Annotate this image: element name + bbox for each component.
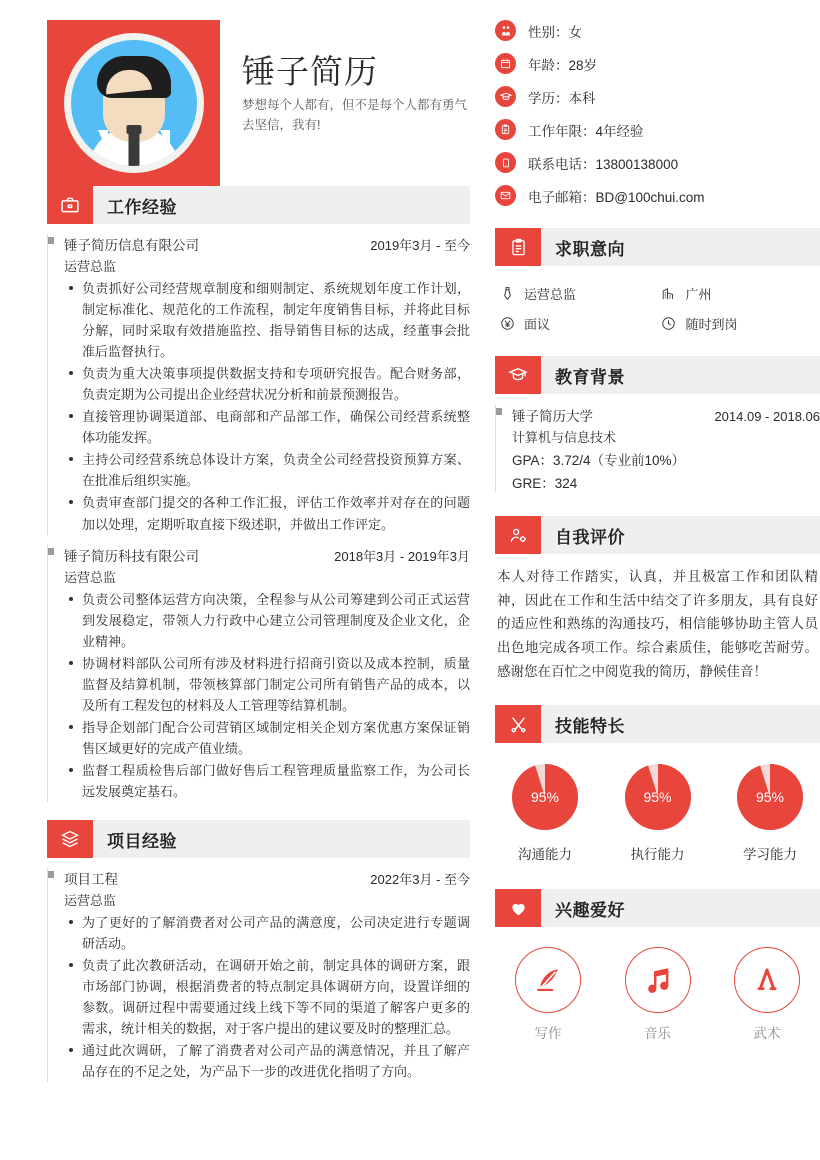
skill-item — [616, 761, 700, 863]
avatar-photo — [71, 40, 197, 166]
graduation-icon — [495, 86, 516, 107]
calendar-icon — [495, 53, 516, 74]
contact-item — [495, 179, 820, 212]
section-title-work: 工作经验 — [107, 197, 177, 217]
section-header-hobbies — [495, 889, 820, 927]
experience-entry — [47, 868, 470, 1082]
job-objective-section — [495, 228, 820, 342]
phone-icon — [495, 152, 516, 173]
avatar-collar-left — [98, 130, 108, 152]
entry-bullets — [64, 589, 470, 802]
avatar-tie — [128, 132, 139, 166]
objective-item — [659, 278, 820, 308]
section-header-project — [47, 820, 470, 858]
hobby-label: 武术 — [753, 1026, 781, 1042]
experience-bullet: 指导企划部门配合公司营销区域制定相关企划方案优惠方案保证销售区域更好的完成产值业绩。 — [64, 717, 470, 759]
hobby-label: 音乐 — [644, 1026, 671, 1042]
contact-text: 学历：本科 — [528, 90, 596, 106]
section-title-skills: 技能特长 — [555, 716, 625, 736]
entry-position: 运营总监 — [64, 259, 117, 274]
section-title-education: 教育背景 — [555, 367, 625, 387]
skill-progress-ring — [734, 761, 806, 833]
skills-list — [495, 743, 820, 863]
section-title-hobbies: 兴趣爱好 — [555, 900, 625, 920]
section-bar-project — [93, 820, 470, 858]
objective-item — [497, 278, 659, 308]
briefcase-icon — [47, 186, 93, 224]
contact-item — [495, 80, 820, 113]
experience-bullet: 为了更好的了解消费者对公司产品的满意度，公司决定进行专题调研活动。 — [64, 912, 470, 954]
entry-heading — [64, 545, 470, 565]
education-school: 锤子简历大学 — [512, 409, 593, 424]
section-bar-hobbies — [541, 889, 820, 927]
tools-icon — [495, 705, 541, 743]
section-bar-skills — [541, 705, 820, 743]
project-experience-section — [47, 820, 470, 1083]
tie-icon — [497, 286, 517, 301]
entry-date: 2022年3月 - 至今 — [370, 872, 470, 887]
education-section — [495, 356, 820, 492]
skill-progress-ring — [622, 761, 694, 833]
feather-pen-icon — [515, 947, 581, 1013]
experience-bullet: 直接管理协调渠道部、电商部和产品部工作，确保公司经营系统整体功能发挥。 — [64, 406, 470, 448]
skills-section — [495, 705, 820, 863]
objective-text: 随时到岗 — [685, 316, 738, 332]
contact-text: 联系电话：13800138000 — [528, 156, 679, 172]
section-bar-objective — [541, 228, 820, 266]
objective-text: 广州 — [685, 286, 712, 302]
contact-item — [495, 14, 820, 47]
skill-percent: 95% — [530, 789, 560, 806]
skill-item — [728, 761, 812, 863]
skill-label: 执行能力 — [630, 847, 685, 863]
entry-heading — [64, 234, 470, 254]
right-column — [495, 0, 820, 1160]
section-header-skills — [495, 705, 820, 743]
contact-item — [495, 113, 820, 146]
graduation-cap-icon — [495, 356, 541, 394]
experience-entry — [47, 234, 470, 535]
contact-item — [495, 47, 820, 80]
experience-bullet: 协调材料部队公司所有涉及材料进行招商引资以及成本控制，质量监督及结算机制，带领核算部门制定公司所有销售产品的成本，以及所有工程发包的材料及人工管理等结算机制。 — [64, 653, 470, 716]
objective-item — [497, 308, 659, 338]
objective-list — [495, 266, 820, 342]
self-evaluation-section — [495, 516, 820, 683]
avatar-collar-right — [160, 130, 170, 152]
skill-item — [503, 761, 587, 863]
objective-text: 面议 — [524, 316, 551, 332]
experience-bullet: 负责为重大决策事项提供数据支持和专项研究报告。配合财务部，负责定期为公司提出企业经营状况分析和前景预测报告。 — [64, 363, 470, 405]
work-experience-section — [47, 186, 470, 803]
page-title: 锤子简历 — [242, 53, 378, 90]
entry-heading — [64, 868, 470, 888]
entry-company: 锤子简历信息有限公司 — [64, 238, 199, 253]
mail-icon — [495, 185, 516, 206]
experience-bullet: 负责抓好公司经营规章制度和细则制定、系统规划年度工作计划，制定标准化、规范化的工作流程，制定年度销售目标，并将此目标分解，同时采取有效措施监控、指导销售目标的达成，经董事会批准后监督执行。 — [64, 278, 470, 362]
skill-percent: 95% — [643, 789, 672, 806]
clock-icon — [659, 316, 679, 331]
work-entries — [47, 234, 470, 802]
entry-position: 运营总监 — [64, 893, 117, 908]
contact-text: 工作年限：4年经验 — [528, 123, 644, 139]
nunchaku-icon — [734, 947, 800, 1013]
hobby-label: 写作 — [534, 1026, 562, 1042]
section-header-education — [495, 356, 820, 394]
contact-list — [495, 0, 820, 212]
experience-bullet: 监督工程质检售后部门做好售后工程管理质量监察工作，为公司长远发展奠定基石。 — [64, 760, 470, 802]
hobby-item — [503, 947, 593, 1042]
entry-bullets — [64, 278, 470, 535]
person-gear-icon — [495, 516, 541, 554]
hobby-item — [722, 947, 812, 1042]
clipboard-icon — [495, 119, 516, 140]
objective-text: 运营总监 — [524, 286, 577, 302]
yuan-icon — [497, 316, 517, 331]
education-list — [495, 405, 820, 492]
objective-item — [659, 308, 820, 338]
entry-company: 项目工程 — [64, 872, 118, 887]
skill-percent: 95% — [755, 789, 785, 806]
self-evaluation-text: 本人对待工作踏实，认真，并且极富工作和团队精神，因此在工作和生活中结交了许多朋友，具有良好的适应性和熟练的沟通技巧，相信能够协助主管人员出色地完成各项工作。综合素质佳，能够吃苦耐劳。感谢您在百忙之中阅览我的简历，静候佳音！ — [497, 569, 818, 679]
layers-icon — [47, 820, 93, 858]
skill-progress-ring — [509, 761, 581, 833]
clipboard-icon — [495, 228, 541, 266]
entry-timeline — [47, 234, 48, 535]
section-header-work — [47, 186, 470, 224]
building-icon — [659, 286, 679, 301]
education-gpa: GPA：3.72/4（专业前10%） — [512, 453, 686, 468]
contact-text: 性别：女 — [528, 24, 582, 40]
section-bar-work — [93, 186, 470, 224]
experience-entry — [47, 545, 470, 802]
education-date: 2014.09 - 2018.06 — [714, 409, 820, 424]
experience-bullet: 负责公司整体运营方向决策，全程参与从公司筹建到公司正式运营到发展稳定，带领人力行政中心建立公司管理制度及企业文化，企业精神。 — [64, 589, 470, 652]
section-title-project: 项目经验 — [107, 831, 177, 851]
section-header-selfeval — [495, 516, 820, 554]
music-note-icon — [625, 947, 691, 1013]
avatar-hair — [97, 56, 171, 98]
heart-icon — [495, 889, 541, 927]
contact-text: 电子邮箱：BD@100chui.com — [528, 189, 705, 205]
experience-bullet: 负责了此次教研活动，在调研开始之前，制定具体的调研方案，跟市场部门协调，根据消费者的特点制定具体调研方向，设置详细的参数。调研过程中需要通过线上线下等不同的渠道了解客户更多的需求，统计相关的数据，对于客户提出的建议要及时的整理汇总。 — [64, 955, 470, 1039]
entry-company: 锤子简历科技有限公司 — [64, 548, 199, 564]
hobbies-list — [495, 927, 820, 1042]
entry-date: 2018年3月 - 2019年3月 — [334, 548, 470, 564]
education-entry — [495, 405, 820, 492]
project-entries — [47, 868, 470, 1082]
education-gre: GRE：324 — [512, 476, 578, 491]
hobbies-section — [495, 889, 820, 1042]
section-header-objective — [495, 228, 820, 266]
experience-bullet: 负责审查部门提交的各种工作汇报，评估工作效率并对存在的问题加以处理，定期听取直接下级述职，并做出工作评定。 — [64, 492, 470, 534]
skill-label: 学习能力 — [743, 847, 797, 863]
entry-timeline — [47, 545, 48, 802]
gender-icon — [495, 20, 516, 41]
experience-bullet: 主持公司经营系统总体设计方案，负责全公司经营投资预算方案、在批准后组织实施。 — [64, 449, 470, 491]
header-text — [242, 54, 477, 135]
section-title-objective: 求职意向 — [555, 239, 625, 259]
entry-position: 运营总监 — [64, 569, 117, 585]
section-title-selfeval: 自我评价 — [555, 527, 625, 547]
education-major: 计算机与信息技术 — [512, 430, 617, 445]
hobby-item — [613, 947, 703, 1042]
avatar — [47, 20, 220, 186]
education-heading — [512, 405, 820, 425]
contact-item — [495, 146, 820, 179]
contact-text: 年龄：28岁 — [528, 57, 598, 73]
section-bar-education — [541, 356, 820, 394]
entry-bullets — [64, 912, 470, 1082]
education-timeline — [495, 405, 496, 492]
resume-header — [47, 20, 477, 186]
header-slogan: 梦想每个人都有，但不是每个人都有勇气去坚信，我有! — [242, 98, 468, 132]
section-bar-selfeval — [541, 516, 820, 554]
entry-date: 2019年3月 - 至今 — [370, 238, 470, 253]
entry-timeline — [47, 868, 48, 1082]
skill-label: 沟通能力 — [518, 847, 572, 863]
experience-bullet: 通过此次调研，了解了消费者对公司产品的满意情况，并且了解产品存在的不足之处，为产品下一步的改进优化指明了方向。 — [64, 1040, 470, 1082]
